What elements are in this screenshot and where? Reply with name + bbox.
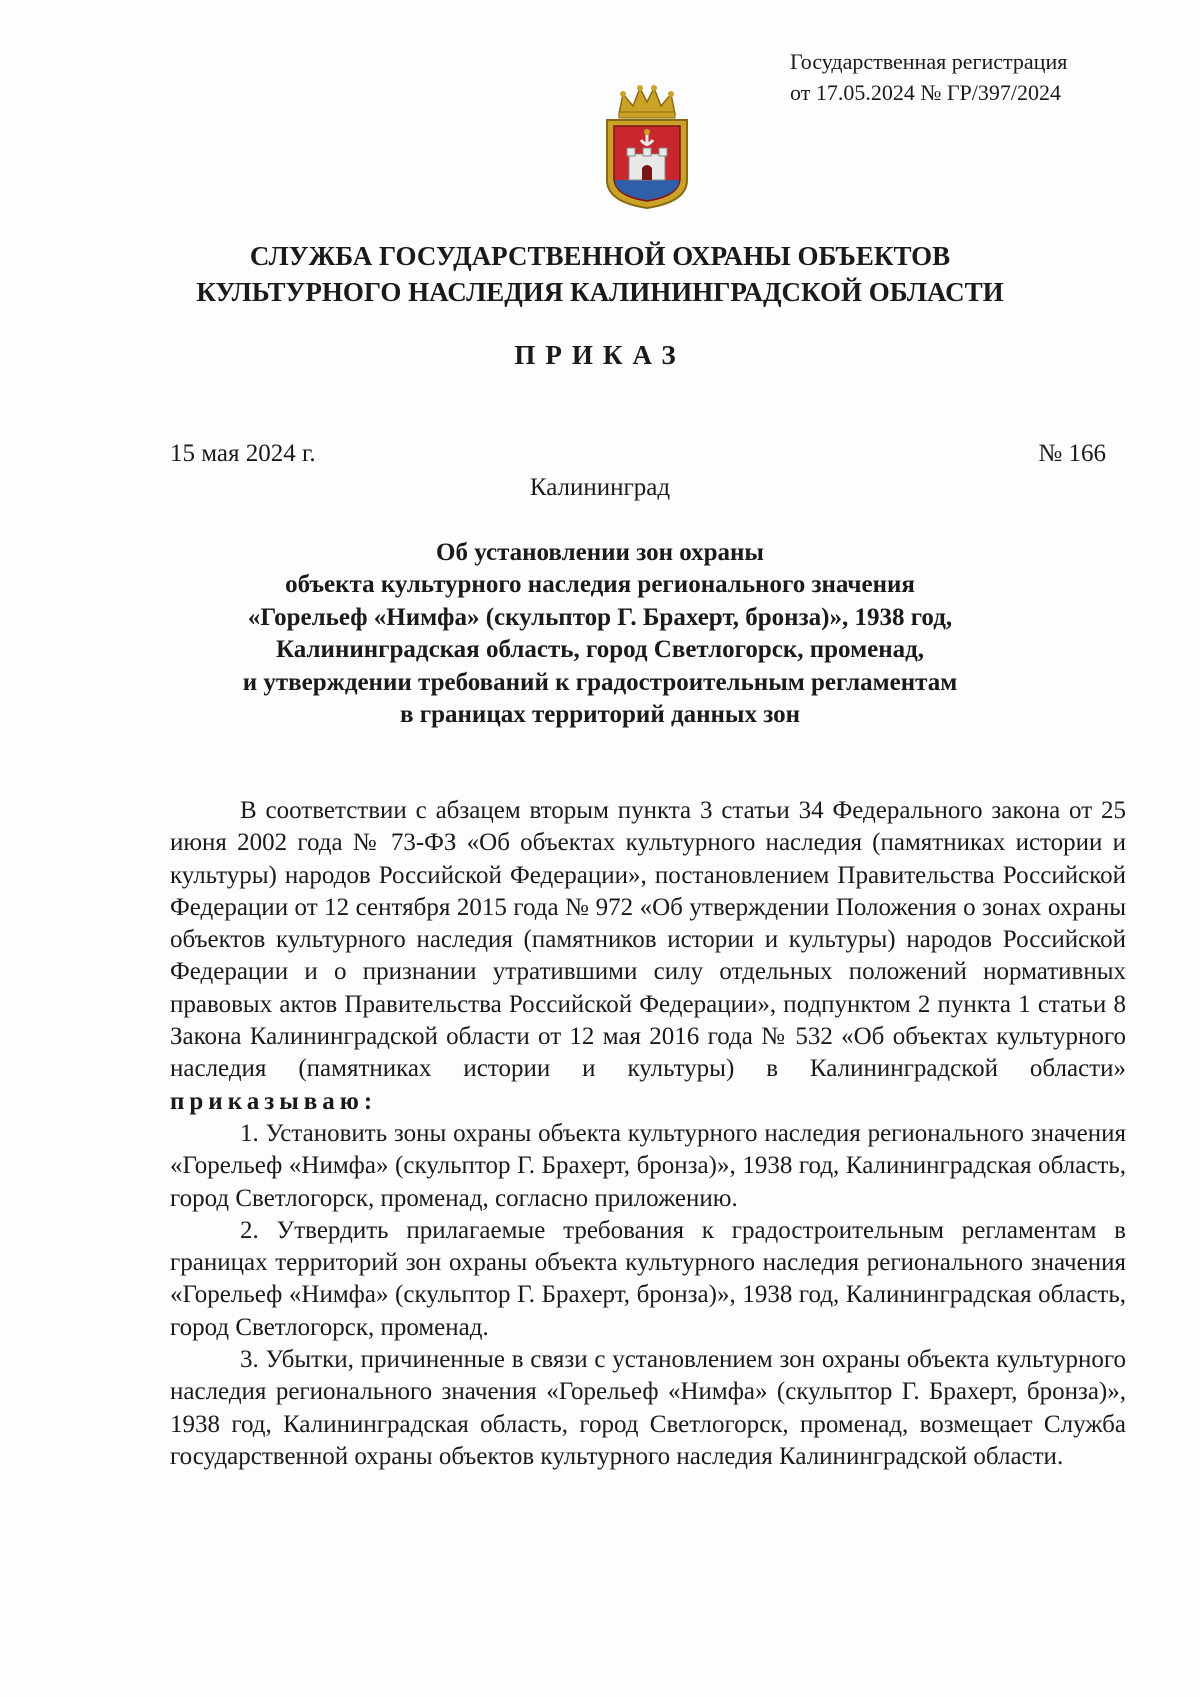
title-line: «Горельеф «Нимфа» (скульптор Г. Брахерт, бронза)», 1938 год, (247, 603, 953, 631)
title-line: Калининградская область, город Светлогорск, променад, (276, 636, 924, 664)
document-title (0, 537, 1200, 731)
order-item-2: 2. Утвердить прилагаемые требования к градостроительным регламентам в границах территорий зон охраны объекта культурного наследия регионального значения «Горельеф «Нимфа» (скульптор Г. Брахерт, бронза)», 1938 год, Калининградская область, город Светлогорск, променад. (170, 1216, 1126, 1341)
document-city: Калининград (529, 474, 671, 501)
preamble-paragraph (170, 795, 1126, 1118)
agency-name-line-1: СЛУЖБА ГОСУДАРСТВЕННОЙ ОХРАНЫ ОБЪЕКТОВ (249, 241, 951, 271)
registration-line-1: Государственная регистрация (790, 49, 1068, 74)
registration-stamp (790, 46, 1067, 108)
order-item-3: 3. Убытки, причиненные в связи с установлением зон охраны объекта культурного наследия регионального значения «Горельеф «Нимфа» (скульптор Г. Брахерт, бронза)», 1938 год, Калининградская область, город Светлогорск, променад, возмещает Служба государственной охраны объектов культурного наследия Калининградской области. (170, 1346, 1126, 1470)
order-word: приказываю: (170, 1087, 378, 1115)
registration-line-2: от 17.05.2024 № ГР/397/2024 (790, 80, 1061, 105)
title-line: в границах территорий данных зон (400, 701, 800, 729)
title-line: объекта культурного наследия регионального значения (285, 571, 915, 599)
document-number: № 166 (1038, 440, 1106, 467)
document-date: 15 мая 2024 г. (170, 440, 316, 467)
document-body (170, 795, 1126, 1473)
preamble-text: В соответствии с абзацем вторым пункта 3 статьи 34 Федерального закона от 25 июня 2002 года № 73-ФЗ «Об объектах культурного наследия (памятниках истории и культуры) народов Российской Федерации», постановлением Правительства Российской Федерации от 12 сентября 2015 года № 972 «Об утверждении Положения о зонах охраны объектов культурного наследия (памятников истории и культуры) народов Российской Федерации и о признании утратившими силу отдельных положений нормативных правовых актов Правительства Российской Федерации», подпунктом 2 пункта 1 статьи 8 Закона Калининградской области от 12 мая 2016 года № 532 «Об объектах культурного наследия (памятниках истории и культуры) в Калининградской области» (170, 797, 1126, 1083)
document-type: ПРИКАЗ (514, 340, 686, 370)
agency-name (0, 238, 1200, 310)
kaliningrad-coat-of-arms-icon (597, 84, 697, 210)
title-line: и утверждении требований к градостроительным регламентам (242, 668, 958, 696)
order-item-1: 1. Установить зоны охраны объекта культурного наследия регионального значения «Горельеф «Нимфа» (скульптор Г. Брахерт, бронза)», 1938 год, Калининградская область, город Светлогорск, променад, согласно приложению. (170, 1119, 1126, 1212)
title-line: Об установлении зон охраны (436, 539, 764, 566)
agency-name-line-2: КУЛЬТУРНОГО НАСЛЕДИЯ КАЛИНИНГРАДСКОЙ ОБЛАСТИ (196, 277, 1004, 307)
